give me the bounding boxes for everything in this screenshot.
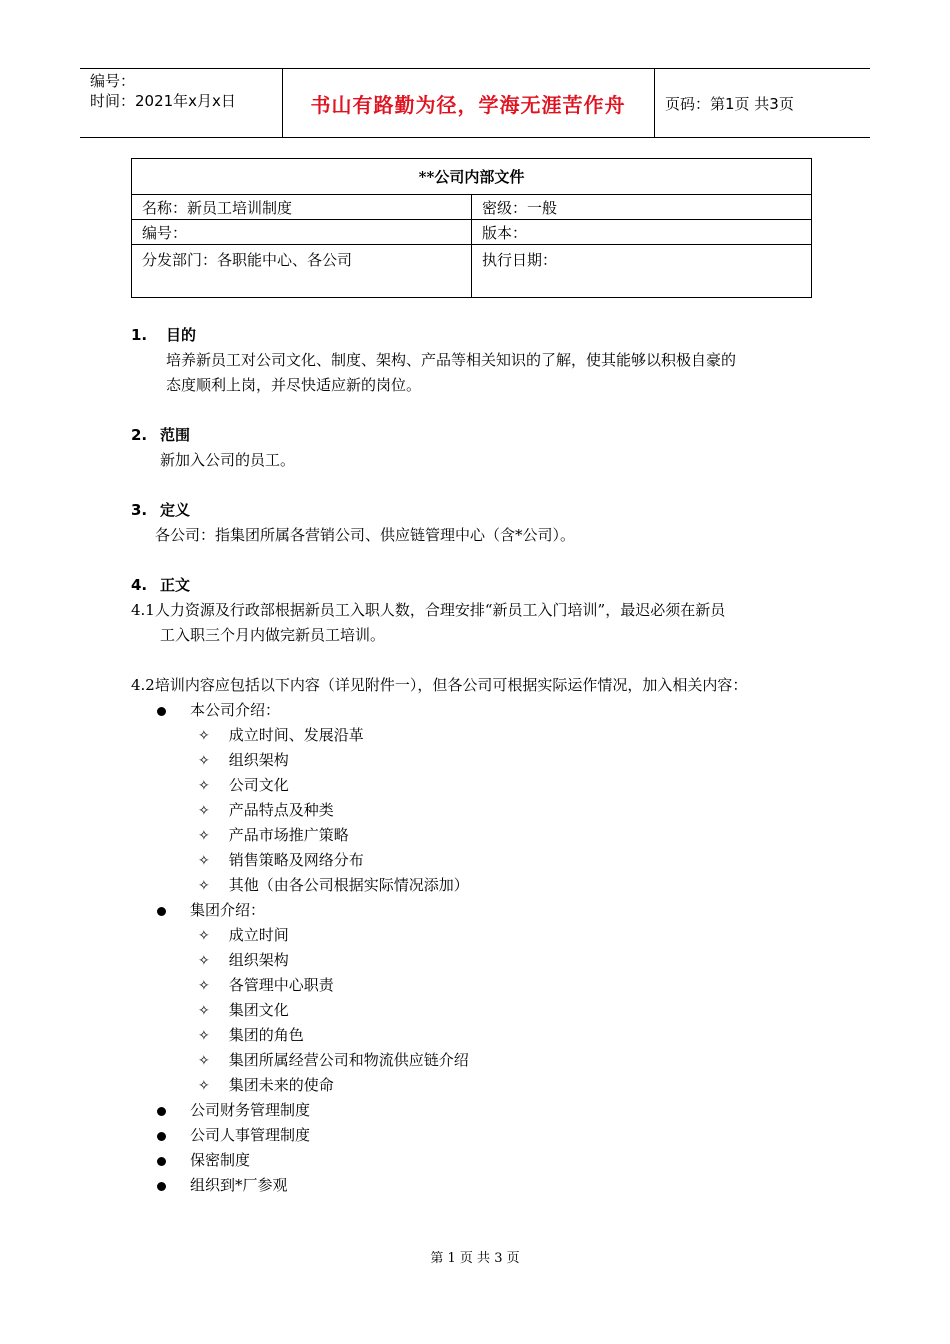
document-header	[80, 68, 870, 138]
sub-list-item-label: 其他（由各公司根据实际情况添加）	[228, 876, 469, 894]
info-secret-cell: 密级：一般	[472, 195, 812, 220]
sub-list-item-label: 集团文化	[228, 1001, 289, 1019]
document-info-table	[131, 158, 812, 298]
sub-list-item-label: 成立时间、发展沿革	[228, 726, 364, 744]
star-bullet-icon: ✧	[198, 878, 210, 894]
star-bullet-icon: ✧	[198, 778, 210, 794]
info-name-cell: 名称：新员工培训制度	[132, 195, 472, 220]
info-version-cell: 版本：	[472, 220, 812, 245]
star-bullet-icon: ✧	[198, 928, 210, 944]
sub-list-item	[198, 1048, 469, 1074]
bullet-icon	[157, 907, 166, 916]
sub-list-item-label: 各管理中心职责	[228, 976, 334, 994]
list-item	[157, 1173, 288, 1198]
section-number: 3.	[131, 501, 148, 519]
sub-list-item	[198, 998, 289, 1024]
sub-list-item	[198, 873, 469, 899]
bullet-icon	[157, 1157, 166, 1166]
bullet-icon	[157, 1132, 166, 1141]
sub-list-item	[198, 748, 289, 774]
section-title: 目的	[166, 326, 197, 344]
sub-list-item-label: 公司文化	[228, 776, 289, 794]
section-title: 范围	[160, 426, 191, 444]
sub-list-item-label: 销售策略及网络分布	[228, 851, 364, 869]
sub-list-item-label: 集团未来的使命	[228, 1076, 334, 1094]
sub-list-item-label: 产品特点及种类	[228, 801, 334, 819]
section-number: 2.	[131, 426, 148, 444]
sub-list-item	[198, 798, 334, 824]
sub-list-item	[198, 1073, 334, 1099]
star-bullet-icon: ✧	[198, 1028, 210, 1044]
header-divider	[654, 69, 655, 137]
info-table-title: **公司内部文件	[132, 159, 812, 195]
sub-list-item	[198, 723, 364, 749]
sub-list-item	[198, 848, 364, 874]
star-bullet-icon: ✧	[198, 728, 210, 744]
sub-list-item	[198, 923, 289, 949]
star-bullet-icon: ✧	[198, 1053, 210, 1069]
sub-list-item	[198, 1023, 304, 1049]
list-item	[157, 1098, 310, 1123]
bullet-icon	[157, 1182, 166, 1191]
star-bullet-icon: ✧	[198, 753, 210, 769]
star-bullet-icon: ✧	[198, 1078, 210, 1094]
header-page-info: 页码：第1页 共3页	[665, 95, 794, 113]
list-item-label: 本公司介绍：	[190, 701, 281, 719]
header-date-label: 时间：2021年x月x日	[90, 92, 236, 110]
sub-list-item	[198, 948, 289, 974]
bullet-icon	[157, 707, 166, 716]
bullet-icon	[157, 1107, 166, 1116]
paragraph-line: 态度顺利上岗，并尽快适应新的岗位。	[166, 376, 422, 394]
sub-list-item	[198, 823, 349, 849]
star-bullet-icon: ✧	[198, 978, 210, 994]
list-item-label: 保密制度	[190, 1151, 251, 1169]
sub-list-item-label: 产品市场推广策略	[228, 826, 349, 844]
paragraph-line: 新加入公司的员工。	[160, 451, 296, 469]
star-bullet-icon: ✧	[198, 828, 210, 844]
list-item	[157, 898, 265, 923]
star-bullet-icon: ✧	[198, 853, 210, 869]
info-exec-date-cell: 执行日期：	[472, 245, 812, 298]
list-item-label: 公司人事管理制度	[190, 1126, 311, 1144]
info-code-cell: 编号：	[132, 220, 472, 245]
sub-list-item-label: 集团的角色	[228, 1026, 304, 1044]
section-title: 正文	[160, 576, 191, 594]
section-title: 定义	[160, 501, 191, 519]
paragraph-line: 培养新员工对公司文化、制度、架构、产品等相关知识的了解，使其能够以积极自豪的	[166, 351, 737, 369]
sub-list-item	[198, 973, 334, 999]
list-item-label: 公司财务管理制度	[190, 1101, 311, 1119]
page-footer: 第 1 页 共 3 页	[430, 1251, 520, 1266]
sub-list-item	[198, 773, 289, 799]
list-item	[157, 1123, 310, 1148]
paragraph-line: 工入职三个月内做完新员工培训。	[160, 626, 386, 644]
sub-list-item-label: 集团所属经营公司和物流供应链介绍	[228, 1051, 469, 1069]
star-bullet-icon: ✧	[198, 1003, 210, 1019]
header-motto: 书山有路勤为径，学海无涯苦作舟	[310, 93, 626, 117]
paragraph-line: 4.2培训内容应包括以下内容（详见附件一），但各公司可根据实际运作情况，加入相关内容：	[131, 676, 748, 694]
list-item-label: 集团介绍：	[190, 901, 266, 919]
header-left	[90, 71, 236, 111]
paragraph-line: 4.1人力资源及行政部根据新员工入职人数，合理安排“新员工入门培训”，最迟必须在新员	[131, 601, 726, 619]
sub-list-item-label: 组织架构	[228, 751, 289, 769]
list-item	[157, 698, 280, 723]
list-item	[157, 1148, 250, 1173]
sub-list-item-label: 成立时间	[228, 926, 289, 944]
star-bullet-icon: ✧	[198, 953, 210, 969]
list-item-label: 组织到*厂参观	[190, 1176, 288, 1194]
paragraph-line: 各公司：指集团所属各营销公司、供应链管理中心（含*公司）。	[155, 526, 576, 544]
section-number: 1.	[131, 326, 148, 344]
sub-list-item-label: 组织架构	[228, 951, 289, 969]
info-distribution-cell: 分发部门：各职能中心、各公司	[132, 245, 472, 298]
star-bullet-icon: ✧	[198, 803, 210, 819]
header-number-label: 编号：	[90, 72, 136, 90]
section-number: 4.	[131, 576, 148, 594]
